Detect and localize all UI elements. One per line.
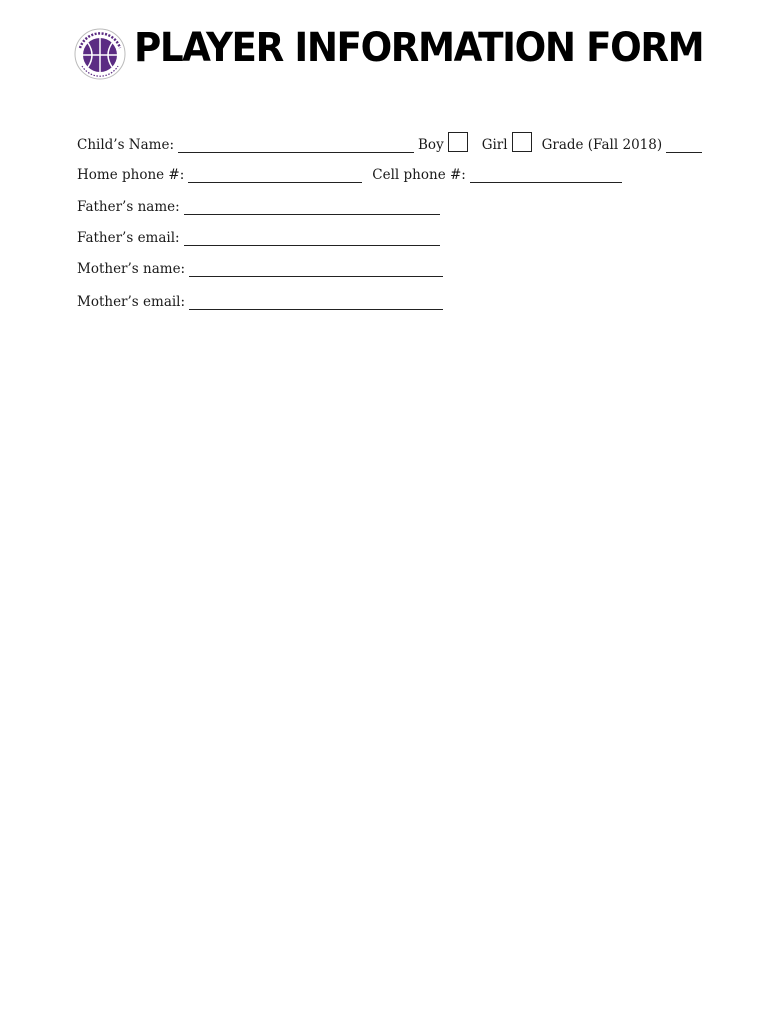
boy-checkbox[interactable] [448, 132, 468, 152]
page-title: PLAYER INFORMATION FORM [134, 25, 704, 71]
girl-label: Girl [481, 137, 508, 153]
father-name-label: Father’s name: [77, 199, 180, 215]
home-phone-field[interactable] [188, 168, 362, 183]
father-email-field[interactable] [184, 231, 440, 246]
mother-name-label: Mother’s name: [77, 261, 186, 277]
child-name-label: Child’s Name: [77, 137, 175, 153]
mother-email-label: Mother’s email: [77, 294, 186, 310]
cell-phone-field[interactable] [470, 168, 622, 183]
cell-phone-label: Cell phone #: [372, 167, 466, 183]
mother-email-row [77, 294, 443, 310]
father-email-label: Father’s email: [77, 230, 180, 246]
child-info-row [77, 133, 702, 153]
father-email-row [77, 230, 440, 246]
child-name-field[interactable] [178, 138, 414, 153]
mother-name-field[interactable] [189, 262, 443, 277]
mother-name-row [77, 261, 443, 277]
basketball-logo-icon [74, 28, 126, 80]
father-name-row [77, 199, 440, 215]
father-name-field[interactable] [184, 200, 440, 215]
girl-checkbox[interactable] [512, 132, 532, 152]
mother-email-field[interactable] [189, 295, 443, 310]
form-header [74, 26, 126, 82]
grade-field[interactable] [666, 138, 702, 153]
home-phone-label: Home phone #: [77, 167, 185, 183]
grade-label: Grade (Fall 2018) [541, 137, 663, 153]
boy-label: Boy [418, 137, 444, 153]
phone-row [77, 167, 622, 183]
